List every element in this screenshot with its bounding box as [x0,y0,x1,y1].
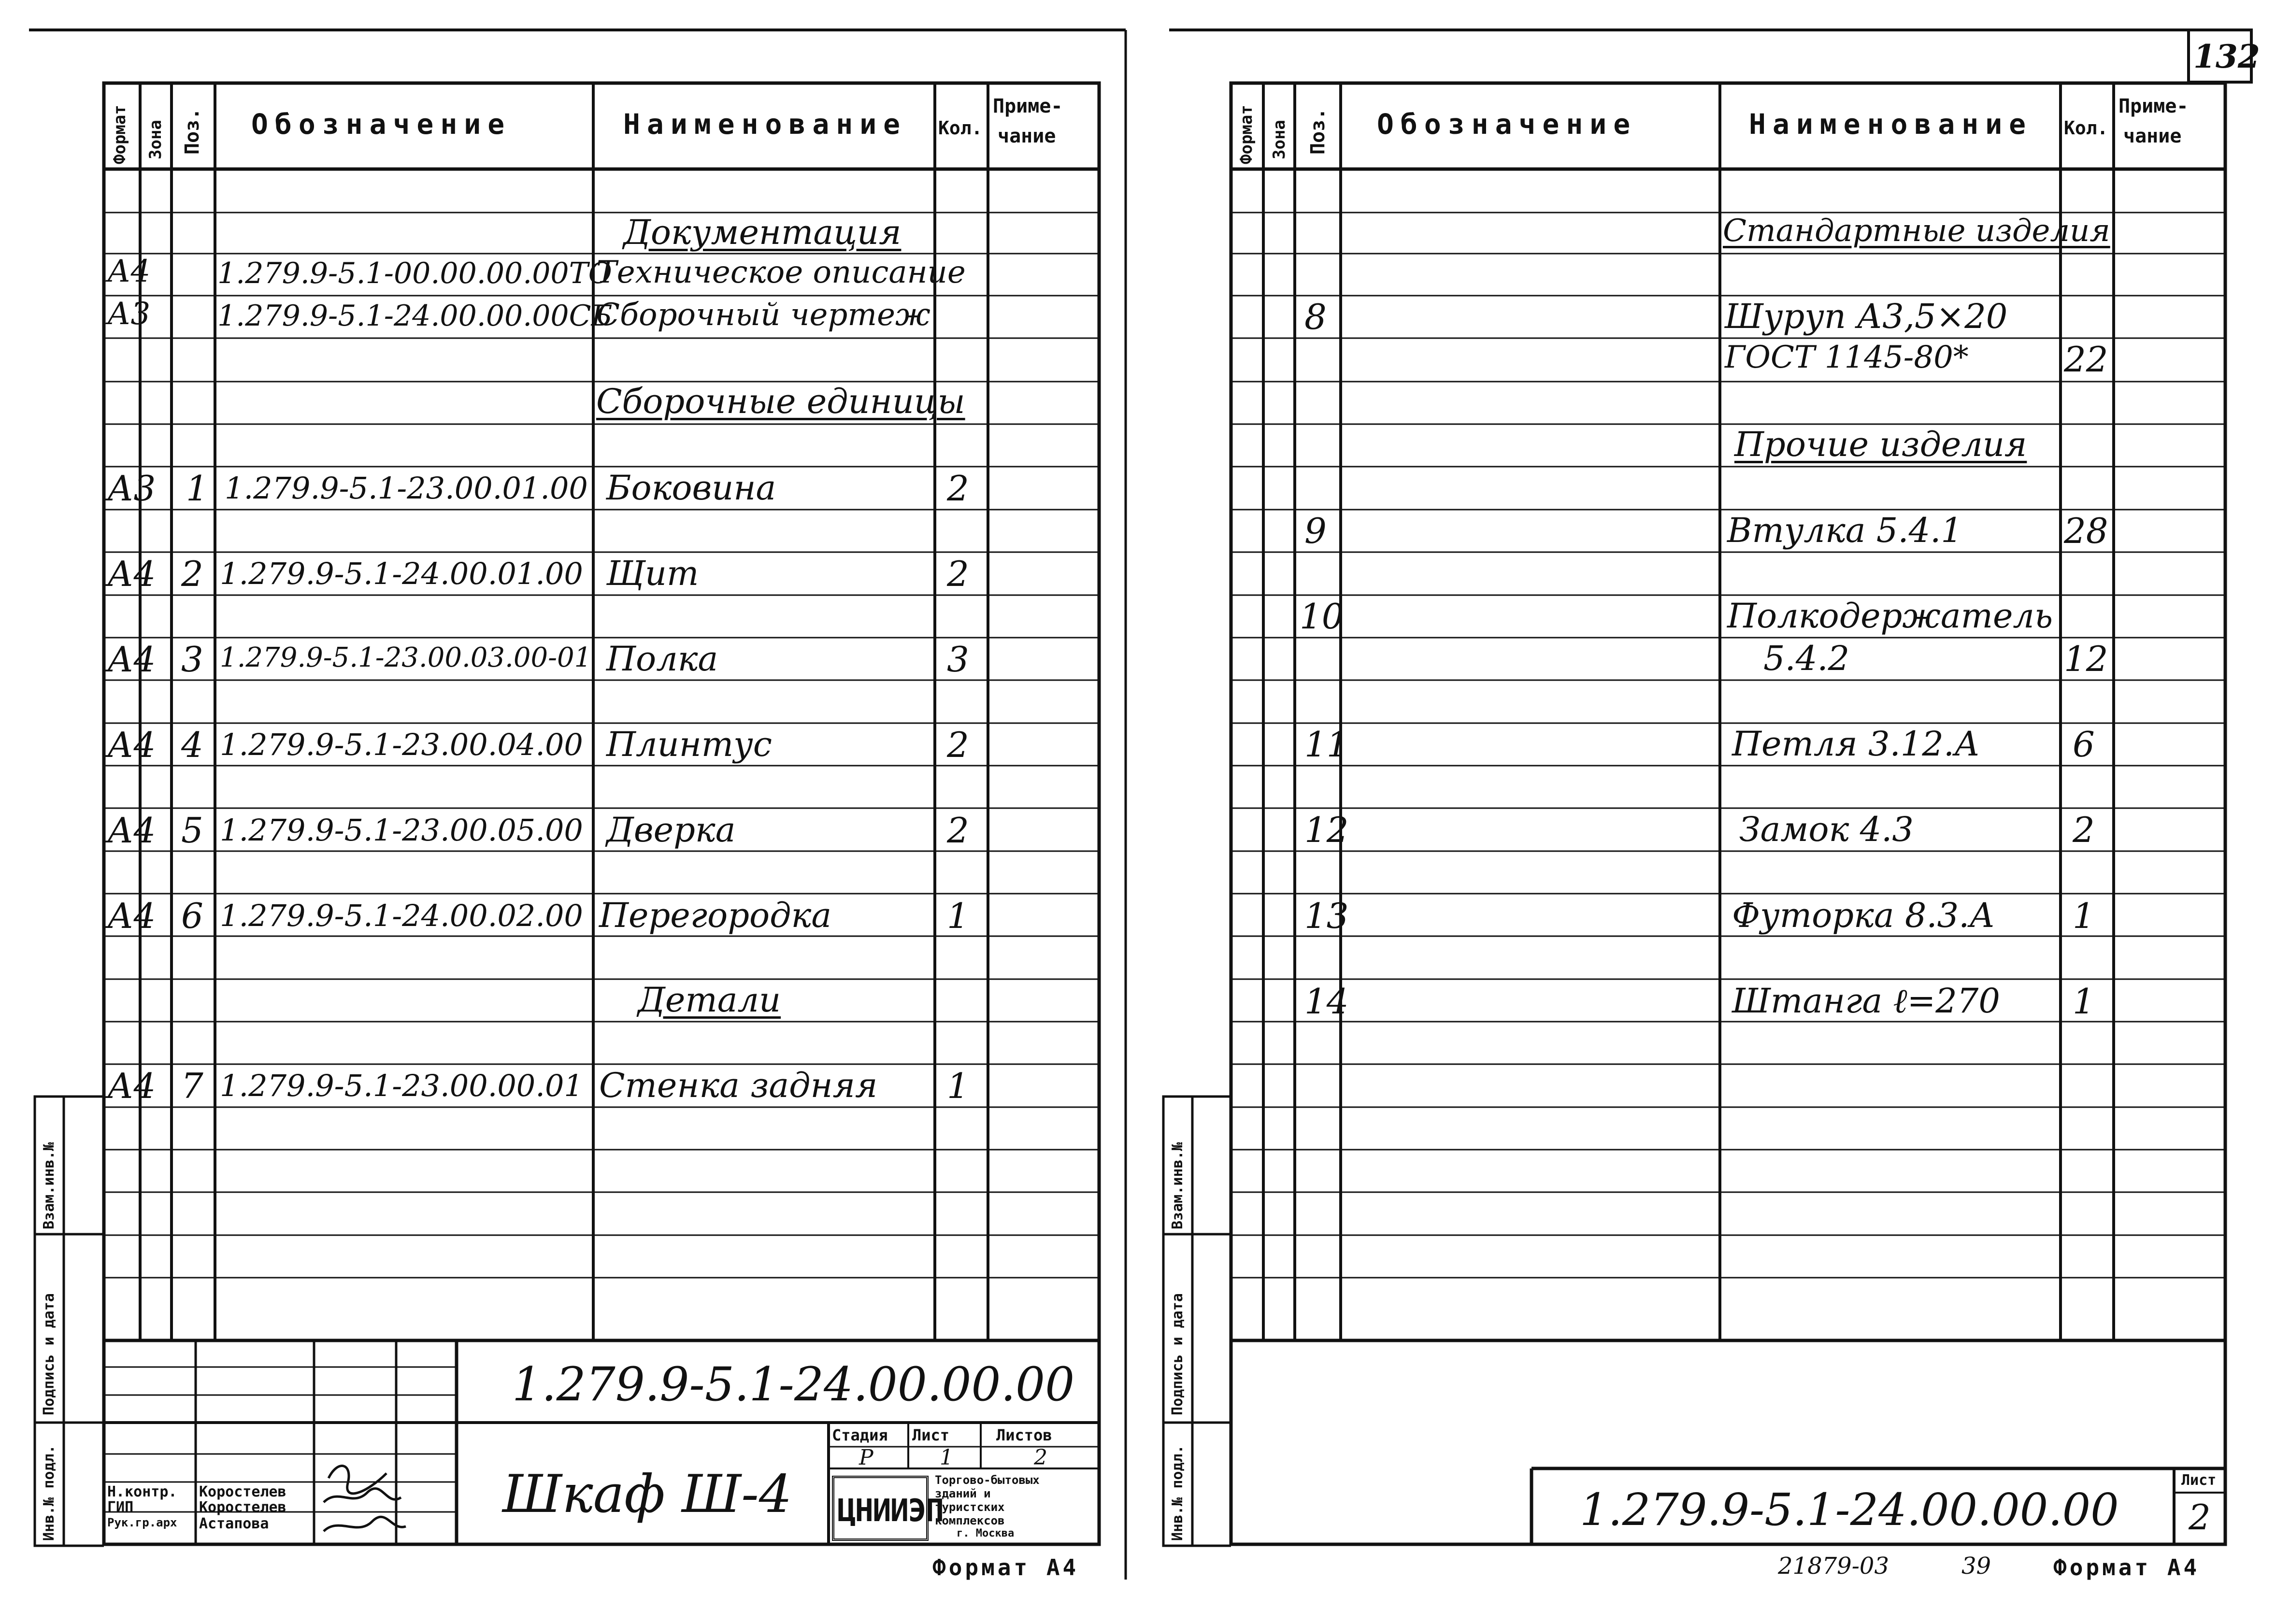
org-line: г. Москва [957,1527,1015,1539]
row-name: Полкодержатель [1727,596,2053,636]
footer-num: 39 [1961,1553,1991,1580]
stamp-podpis: Подпись и дата [41,1293,57,1415]
org-line: комплексов [935,1514,1005,1527]
row-designation: 1.279.9-5.1-23.00.00.01 [220,1068,583,1103]
role-n-kontr: Н.контр. [107,1483,177,1500]
section-heading: Сборочные единицы [596,382,965,421]
org-line: зданий и [935,1487,991,1500]
row-qty: 28 [2064,511,2108,551]
page-number: 132 [2193,38,2260,75]
person-name: Астапова [199,1515,269,1532]
section-heading: Стандартные изделия [1723,213,2110,249]
row-pos: 2 [181,554,203,594]
stamp-vzam: Взам.инв.№ [1169,1142,1186,1229]
header-qty: Кол. [938,117,983,139]
row-qty: 2 [2073,810,2095,850]
role-gip: ГИП [107,1499,134,1516]
sheet-value: 1 [940,1445,953,1470]
header-zone: Зона [1270,120,1289,159]
row-pos: 1 [186,468,208,509]
section-heading: Детали [638,980,781,1020]
row-designation: 1.279.9-5.1-23.00.04.00 [220,727,583,762]
row-pos: 12 [1304,810,1349,850]
row-pos: 14 [1304,981,1349,1022]
row-qty: 6 [2073,724,2095,765]
section-heading: Прочие изделия [1734,425,2027,464]
sheet-label: Лист [912,1426,950,1444]
document-title: Шкаф Ш-4 [502,1464,792,1524]
row-format: А4 [107,810,156,851]
row-designation: 1.279.9-5.1-24.00.02.00 [220,898,583,933]
section-heading: Документация [623,213,902,252]
row-pos: 9 [1304,511,1327,551]
row-designation: 1.279.9-5.1-00.00.00.00ТО [217,256,612,290]
row-pos: 11 [1304,724,1349,765]
person-name: Коростелев [199,1499,286,1516]
row-qty: 1 [947,1066,969,1106]
row-name: Дверка [606,810,736,850]
row-name: Штанга ℓ=270 [1732,981,2000,1021]
row-format: А4 [107,554,156,594]
header-note-2: чание [998,125,1056,147]
row-designation: 1.279.9-5.1-24.00.01.00 [220,556,583,591]
header-designation: Обозначение [251,108,512,141]
row-pos: 13 [1304,896,1349,936]
row-pos: 6 [181,896,203,936]
row-qty: 2 [947,810,969,851]
row-qty: 2 [947,554,969,594]
row-name: Сборочный чертеж [596,297,930,333]
row-designation: 1.279.9-5.1-23.00.05.00 [220,812,583,848]
org-logo-text: ЦНИИЭП [837,1493,944,1529]
row-name: Боковина [606,468,776,508]
row-name: Щит [606,554,699,593]
row-pos: 3 [181,639,203,680]
row-qty: 22 [2064,339,2108,380]
header-format: Формат [110,105,129,164]
row-name: Футорка 8.3.А [1732,896,1995,935]
header-name: Наименование [623,108,907,141]
sheet-label: Лист [2181,1472,2217,1489]
header-zone: Зона [146,120,165,159]
row-qty: 3 [947,639,969,680]
org-logo [832,1476,944,1541]
document-code: 1.279.9-5.1-24.00.00.00 [1580,1484,2119,1536]
header-qty: Кол. [2064,117,2108,139]
row-name: Петля 3.12.А [1732,724,1980,764]
row-qty: 2 [947,725,969,765]
header-name: Наименование [1749,108,2033,141]
row-designation: 1.279.9-5.1-24.00.00.00СБ [217,299,613,333]
stamp-vzam: Взам.инв.№ [41,1142,57,1229]
row-name: Техническое описание [596,255,966,290]
row-designation: 1.279.9-5.1-23.00.01.00 [225,470,588,506]
row-pos: 5 [181,810,203,851]
row-qty: 2 [947,468,969,509]
row-pos: 4 [181,725,203,765]
header-designation: Обозначение [1377,108,1637,141]
sheets-label: Листов [996,1426,1052,1444]
row-name: Плинтус [606,725,772,764]
stamp-podpis: Подпись и дата [1169,1293,1186,1415]
row-format: А4 [107,254,151,289]
stamp-inv: Инв.№ подл. [1169,1445,1186,1541]
person-name: Коростелев [199,1483,286,1500]
role-ruk-gr-arh: Рук.гр.арх [107,1516,177,1529]
format-label: Формат А4 [2053,1554,2200,1581]
header-note-2: чание [2123,125,2182,147]
row-name: Перегородка [599,896,832,935]
row-name: ГОСТ 1145-80* [1725,340,1969,375]
row-format: А3 [107,296,151,332]
org-line: туристских [935,1500,1005,1514]
row-format: А3 [107,468,156,509]
row-name: Втулка 5.4.1 [1727,511,1962,550]
org-line: Торгово-бытовых [935,1473,1040,1487]
row-qty: 1 [2073,981,2095,1022]
row-qty: 1 [2073,896,2095,936]
row-name: Полка [606,639,718,679]
stage-value: Р [859,1445,873,1470]
header-pos: Поз. [181,108,203,155]
sheet-value: 2 [2189,1497,2211,1538]
row-qty: 1 [947,896,969,936]
row-name: Замок 4.3 [1739,810,1914,849]
document-code: 1.279.9-5.1-24.00.00.00 [512,1357,1075,1411]
row-name: Стенка задняя [599,1066,878,1105]
header-pos: Поз. [1307,108,1329,155]
row-pos: 10 [1300,596,1344,637]
row-pos: 7 [181,1066,203,1106]
header-format: Формат [1237,105,1256,164]
stage-label: Стадия [832,1426,888,1444]
row-designation: 1.279.9-5.1-23.00.03.00-01 [220,642,592,673]
row-format: А4 [107,896,156,936]
header-note-1: Приме- [2118,95,2189,117]
stamp-inv: Инв.№ подл. [41,1445,57,1541]
sheets-value: 2 [1034,1445,1047,1470]
row-qty: 12 [2064,639,2108,679]
row-pos: 8 [1304,297,1327,337]
row-format: А4 [107,639,156,680]
row-name: Шуруп А3,5×20 [1725,297,2008,336]
format-label: Формат А4 [932,1554,1079,1581]
row-name: 5.4.2 [1763,639,1850,678]
row-format: А4 [107,725,156,765]
header-note-1: Приме- [993,95,1063,117]
row-format: А4 [107,1066,156,1106]
footer-code: 21879-03 [1778,1553,1889,1580]
